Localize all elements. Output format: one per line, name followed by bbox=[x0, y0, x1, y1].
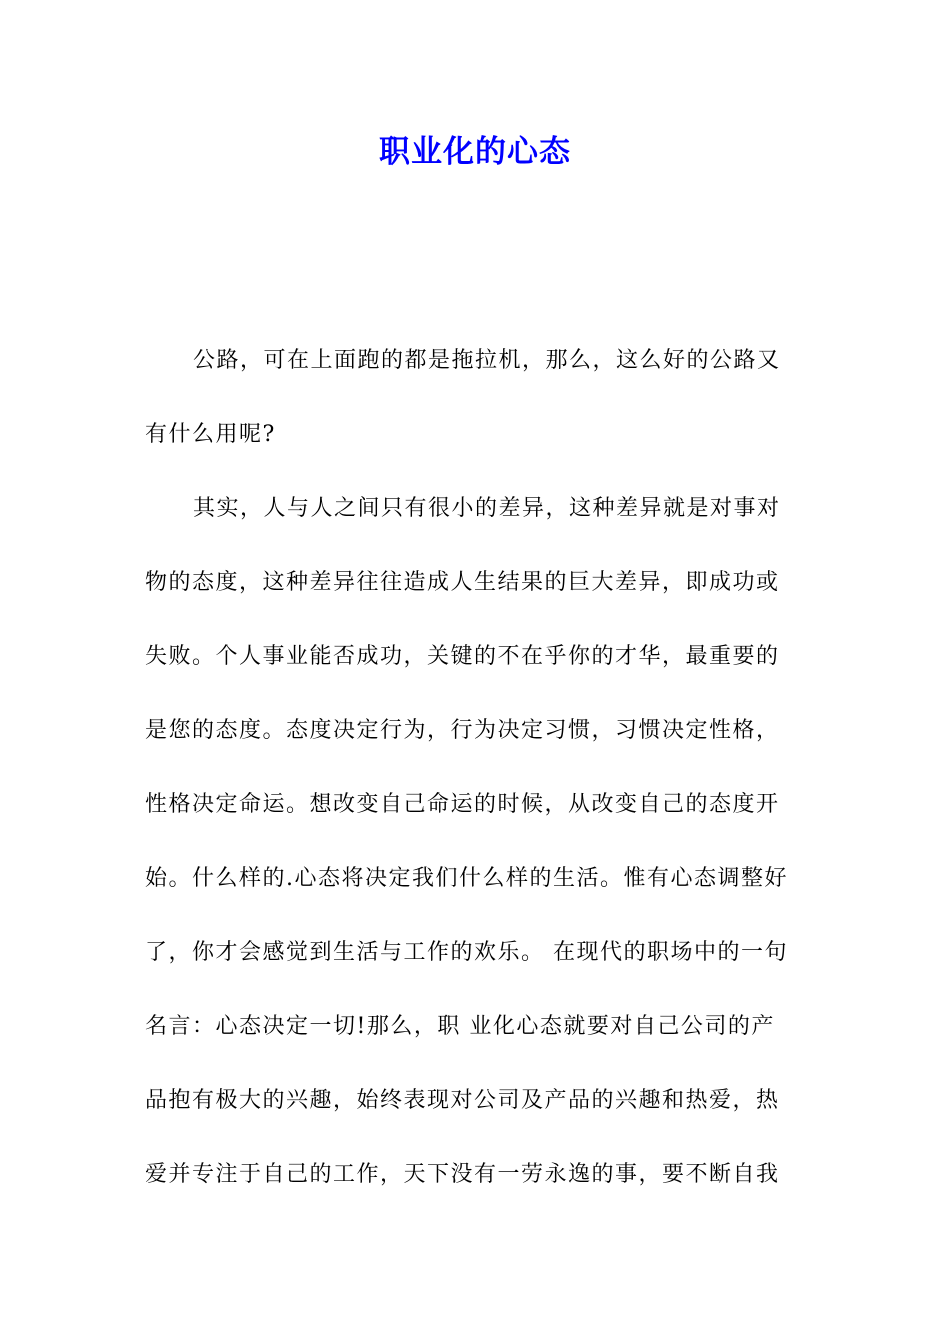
paragraph-line: 失败。个人事业能否成功，关键的不在乎你的才华，最重要的 bbox=[145, 644, 780, 669]
paragraph-line: 了，你才会感觉到生活与工作的欢乐。 在现代的职场中的一句 bbox=[145, 940, 788, 965]
paragraph-line: 是您的态度。态度决定行为，行为决定习惯，习惯决定性格， bbox=[145, 718, 780, 743]
paragraph-line: 名言：心态决定一切!那么，职 业化心态就要对自己公司的产 bbox=[145, 1014, 775, 1039]
paragraph-line: 品抱有极大的兴趣，始终表现对公司及产品的兴趣和热爱，热 bbox=[145, 1088, 780, 1113]
paragraph-line: 其实，人与人之间只有很小的差异，这种差异就是对事对 bbox=[193, 496, 781, 521]
document-body bbox=[145, 335, 810, 1223]
paragraph-line: 有什么用呢? bbox=[145, 422, 276, 447]
paragraph-line: 物的态度，这种差异往往造成人生结果的巨大差异，即成功或 bbox=[145, 570, 780, 595]
paragraph-line: 始。什么样的.心态将决定我们什么样的生活。惟有心态调整好 bbox=[145, 866, 788, 891]
paragraph-line: 公路，可在上面跑的都是拖拉机，那么，这么好的公路又 bbox=[193, 348, 781, 373]
paragraph-line: 性格决定命运。想改变自己命运的时候，从改变自己的态度开 bbox=[145, 792, 780, 817]
document-title: 职业化的心态 bbox=[379, 134, 571, 170]
paragraph-line: 爱并专注于自己的工作，天下没有一劳永逸的事，要不断自我 bbox=[145, 1162, 780, 1187]
